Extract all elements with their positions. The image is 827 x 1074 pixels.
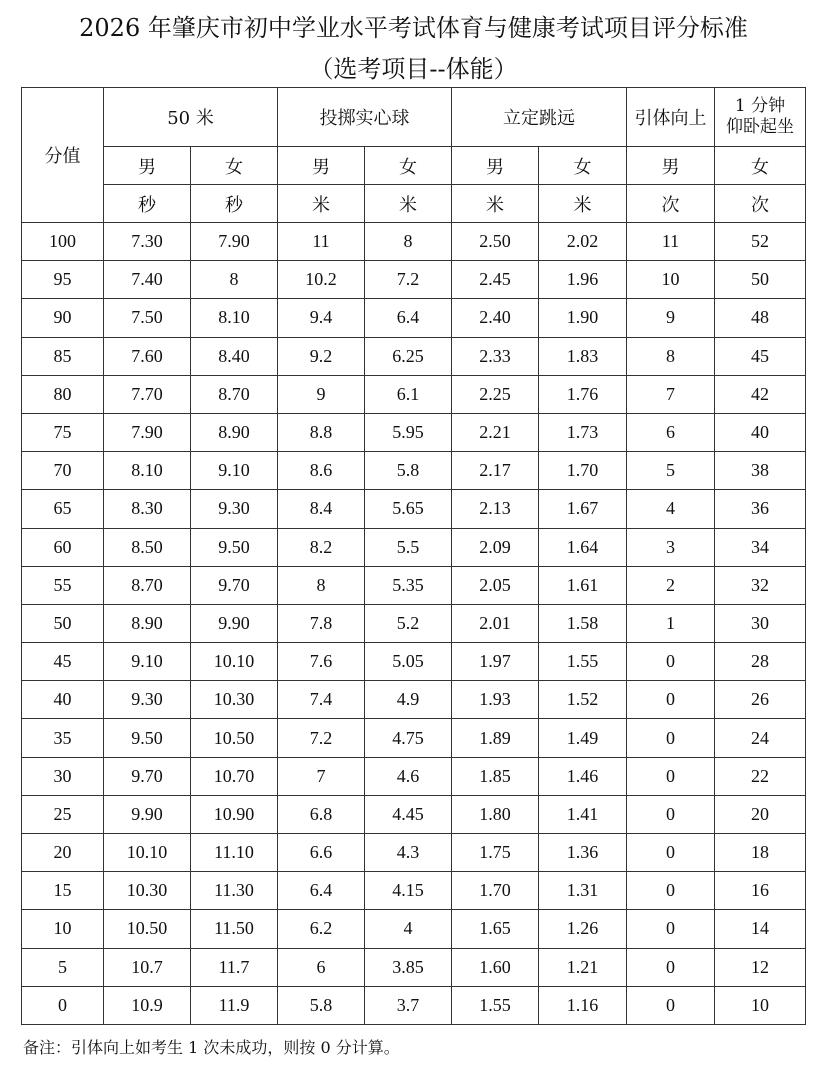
table-row [22, 528, 806, 566]
value-cell: 8.90 [104, 604, 191, 642]
table-row [22, 986, 806, 1024]
value-cell: 1.64 [539, 528, 627, 566]
value-cell: 42 [715, 375, 806, 413]
value-cell: 1.85 [452, 757, 539, 795]
value-cell: 11.9 [191, 986, 278, 1024]
value-cell: 7.90 [191, 223, 278, 261]
table-row [22, 910, 806, 948]
value-cell: 5.05 [365, 643, 452, 681]
page-subtitle: （选考项目--体能） [309, 55, 518, 83]
value-cell: 16 [715, 872, 806, 910]
value-cell: 0 [627, 834, 715, 872]
value-cell: 10 [627, 261, 715, 299]
value-cell: 1.93 [452, 681, 539, 719]
value-cell: 10.10 [191, 643, 278, 681]
score-cell: 10 [22, 910, 104, 948]
value-cell: 1.97 [452, 643, 539, 681]
value-cell: 1.67 [539, 490, 627, 528]
value-cell: 1.90 [539, 299, 627, 337]
value-cell: 7.70 [104, 375, 191, 413]
value-cell: 5.35 [365, 566, 452, 604]
value-cell: 10.30 [104, 872, 191, 910]
unit-cell: 米 [278, 185, 365, 223]
value-cell: 40 [715, 413, 806, 451]
value-cell: 8.30 [104, 490, 191, 528]
score-cell: 25 [22, 795, 104, 833]
value-cell: 8.10 [191, 299, 278, 337]
score-cell: 30 [22, 757, 104, 795]
score-cell: 80 [22, 375, 104, 413]
score-rows [22, 223, 806, 1025]
value-cell: 1.46 [539, 757, 627, 795]
value-cell: 6.6 [278, 834, 365, 872]
unit-cell: 米 [452, 185, 539, 223]
value-cell: 1.83 [539, 337, 627, 375]
value-cell: 4.3 [365, 834, 452, 872]
value-cell: 11 [278, 223, 365, 261]
value-cell: 1.60 [452, 948, 539, 986]
value-cell: 1.65 [452, 910, 539, 948]
value-cell: 1.31 [539, 872, 627, 910]
value-cell: 9.30 [104, 681, 191, 719]
header-sit-up [715, 88, 806, 147]
value-cell: 10.10 [104, 834, 191, 872]
header-50m: 50 米 [104, 88, 278, 147]
table-row [22, 604, 806, 642]
value-cell: 11.30 [191, 872, 278, 910]
value-cell: 2.13 [452, 490, 539, 528]
table-row [22, 681, 806, 719]
value-cell: 9.90 [191, 604, 278, 642]
value-cell: 1.73 [539, 413, 627, 451]
table-row [22, 452, 806, 490]
value-cell: 2.02 [539, 223, 627, 261]
value-cell: 6.4 [365, 299, 452, 337]
value-cell: 9.30 [191, 490, 278, 528]
value-cell: 6.8 [278, 795, 365, 833]
value-cell: 1.41 [539, 795, 627, 833]
unit-cell: 米 [365, 185, 452, 223]
value-cell: 8.70 [104, 566, 191, 604]
value-cell: 0 [627, 795, 715, 833]
gender-cell: 男 [452, 147, 539, 185]
gender-cell: 女 [715, 147, 806, 185]
score-cell: 65 [22, 490, 104, 528]
value-cell: 12 [715, 948, 806, 986]
value-cell: 0 [627, 643, 715, 681]
value-cell: 0 [627, 948, 715, 986]
value-cell: 52 [715, 223, 806, 261]
score-cell: 0 [22, 986, 104, 1024]
value-cell: 2.33 [452, 337, 539, 375]
header-sit-up-line2: 仰卧起坐 [726, 117, 795, 137]
value-cell: 2.01 [452, 604, 539, 642]
value-cell: 1.89 [452, 719, 539, 757]
value-cell: 1.58 [539, 604, 627, 642]
value-cell: 9.70 [191, 566, 278, 604]
score-cell: 100 [22, 223, 104, 261]
value-cell: 5.2 [365, 604, 452, 642]
value-cell: 2.40 [452, 299, 539, 337]
score-cell: 20 [22, 834, 104, 872]
value-cell: 10.30 [191, 681, 278, 719]
value-cell: 10.50 [104, 910, 191, 948]
unit-cell: 米 [539, 185, 627, 223]
value-cell: 0 [627, 910, 715, 948]
value-cell: 45 [715, 337, 806, 375]
value-cell: 11.7 [191, 948, 278, 986]
value-cell: 1 [627, 604, 715, 642]
value-cell: 26 [715, 681, 806, 719]
value-cell: 4 [627, 490, 715, 528]
value-cell: 6.4 [278, 872, 365, 910]
table-row [22, 948, 806, 986]
value-cell: 9.50 [191, 528, 278, 566]
scoring-standard-table [21, 87, 806, 1025]
value-cell: 7.2 [365, 261, 452, 299]
value-cell: 8 [191, 261, 278, 299]
value-cell: 28 [715, 643, 806, 681]
value-cell: 10.9 [104, 986, 191, 1024]
value-cell: 1.55 [539, 643, 627, 681]
table-row [22, 375, 806, 413]
value-cell: 5.65 [365, 490, 452, 528]
value-cell: 10.70 [191, 757, 278, 795]
value-cell: 3 [627, 528, 715, 566]
value-cell: 0 [627, 757, 715, 795]
value-cell: 8 [278, 566, 365, 604]
value-cell: 8.50 [104, 528, 191, 566]
value-cell: 9.2 [278, 337, 365, 375]
value-cell: 30 [715, 604, 806, 642]
value-cell: 9.90 [104, 795, 191, 833]
value-cell: 1.76 [539, 375, 627, 413]
table-row [22, 834, 806, 872]
score-cell: 85 [22, 337, 104, 375]
value-cell: 0 [627, 986, 715, 1024]
value-cell: 18 [715, 834, 806, 872]
score-cell: 75 [22, 413, 104, 451]
gender-cell: 男 [627, 147, 715, 185]
value-cell: 7.6 [278, 643, 365, 681]
gender-cell: 男 [104, 147, 191, 185]
value-cell: 2.05 [452, 566, 539, 604]
value-cell: 48 [715, 299, 806, 337]
table-row [22, 490, 806, 528]
gender-cell: 女 [365, 147, 452, 185]
header-row-items [22, 88, 806, 147]
value-cell: 2.17 [452, 452, 539, 490]
table-row [22, 643, 806, 681]
value-cell: 10.2 [278, 261, 365, 299]
value-cell: 11.50 [191, 910, 278, 948]
value-cell: 38 [715, 452, 806, 490]
table-row [22, 299, 806, 337]
page-title: 2026 年肇庆市初中学业水平考试体育与健康考试项目评分标准 [79, 14, 748, 42]
value-cell: 8.40 [191, 337, 278, 375]
value-cell: 8 [627, 337, 715, 375]
unit-cell: 秒 [191, 185, 278, 223]
score-cell: 55 [22, 566, 104, 604]
header-row-gender [22, 147, 806, 185]
header-sit-up-line1: 1 分钟 [734, 96, 786, 116]
value-cell: 7.8 [278, 604, 365, 642]
table-row [22, 872, 806, 910]
value-cell: 3.85 [365, 948, 452, 986]
value-cell: 32 [715, 566, 806, 604]
value-cell: 2.21 [452, 413, 539, 451]
score-cell: 90 [22, 299, 104, 337]
score-cell: 70 [22, 452, 104, 490]
value-cell: 10.50 [191, 719, 278, 757]
value-cell: 7.30 [104, 223, 191, 261]
value-cell: 9 [627, 299, 715, 337]
value-cell: 6 [278, 948, 365, 986]
value-cell: 6.1 [365, 375, 452, 413]
score-cell: 95 [22, 261, 104, 299]
table-row [22, 223, 806, 261]
value-cell: 9.70 [104, 757, 191, 795]
value-cell: 1.96 [539, 261, 627, 299]
value-cell: 9.50 [104, 719, 191, 757]
value-cell: 8.8 [278, 413, 365, 451]
value-cell: 2.25 [452, 375, 539, 413]
value-cell: 11.10 [191, 834, 278, 872]
header-score: 分值 [22, 88, 104, 223]
value-cell: 5.8 [365, 452, 452, 490]
value-cell: 1.80 [452, 795, 539, 833]
value-cell: 4.75 [365, 719, 452, 757]
value-cell: 5.8 [278, 986, 365, 1024]
value-cell: 4.6 [365, 757, 452, 795]
value-cell: 8.4 [278, 490, 365, 528]
value-cell: 5.95 [365, 413, 452, 451]
value-cell: 9.10 [104, 643, 191, 681]
value-cell: 1.75 [452, 834, 539, 872]
value-cell: 11 [627, 223, 715, 261]
value-cell: 34 [715, 528, 806, 566]
value-cell: 1.70 [539, 452, 627, 490]
value-cell: 8.6 [278, 452, 365, 490]
value-cell: 3.7 [365, 986, 452, 1024]
value-cell: 7.50 [104, 299, 191, 337]
value-cell: 5.5 [365, 528, 452, 566]
value-cell: 1.52 [539, 681, 627, 719]
value-cell: 4.9 [365, 681, 452, 719]
score-cell: 5 [22, 948, 104, 986]
value-cell: 2.09 [452, 528, 539, 566]
value-cell: 0 [627, 872, 715, 910]
value-cell: 0 [627, 681, 715, 719]
value-cell: 8.70 [191, 375, 278, 413]
value-cell: 24 [715, 719, 806, 757]
value-cell: 1.21 [539, 948, 627, 986]
table-row [22, 413, 806, 451]
header-shot-put: 投掷实心球 [278, 88, 452, 147]
footnote: 备注：引体向上如考生 1 次未成功，则按 0 分计算。 [23, 1038, 400, 1057]
value-cell: 1.61 [539, 566, 627, 604]
value-cell: 6.25 [365, 337, 452, 375]
value-cell: 1.49 [539, 719, 627, 757]
unit-cell: 次 [627, 185, 715, 223]
value-cell: 36 [715, 490, 806, 528]
value-cell: 10.90 [191, 795, 278, 833]
value-cell: 1.36 [539, 834, 627, 872]
value-cell: 4 [365, 910, 452, 948]
table-row [22, 566, 806, 604]
score-cell: 45 [22, 643, 104, 681]
value-cell: 1.55 [452, 986, 539, 1024]
score-cell: 40 [22, 681, 104, 719]
value-cell: 20 [715, 795, 806, 833]
gender-cell: 女 [191, 147, 278, 185]
value-cell: 8.2 [278, 528, 365, 566]
table-row [22, 719, 806, 757]
header-pull-up: 引体向上 [627, 88, 715, 147]
gender-cell: 女 [539, 147, 627, 185]
value-cell: 7.4 [278, 681, 365, 719]
value-cell: 8.90 [191, 413, 278, 451]
value-cell: 1.26 [539, 910, 627, 948]
value-cell: 6.2 [278, 910, 365, 948]
value-cell: 7.60 [104, 337, 191, 375]
value-cell: 2.50 [452, 223, 539, 261]
value-cell: 7 [627, 375, 715, 413]
score-cell: 35 [22, 719, 104, 757]
value-cell: 22 [715, 757, 806, 795]
value-cell: 9.10 [191, 452, 278, 490]
value-cell: 8 [365, 223, 452, 261]
value-cell: 4.45 [365, 795, 452, 833]
value-cell: 10 [715, 986, 806, 1024]
value-cell: 7.40 [104, 261, 191, 299]
table-row [22, 261, 806, 299]
unit-cell: 次 [715, 185, 806, 223]
table-row [22, 337, 806, 375]
value-cell: 4.15 [365, 872, 452, 910]
value-cell: 7 [278, 757, 365, 795]
value-cell: 8.10 [104, 452, 191, 490]
value-cell: 5 [627, 452, 715, 490]
unit-cell: 秒 [104, 185, 191, 223]
value-cell: 7.90 [104, 413, 191, 451]
value-cell: 0 [627, 719, 715, 757]
score-cell: 50 [22, 604, 104, 642]
value-cell: 2 [627, 566, 715, 604]
value-cell: 2.45 [452, 261, 539, 299]
score-cell: 60 [22, 528, 104, 566]
header-row-unit [22, 185, 806, 223]
value-cell: 10.7 [104, 948, 191, 986]
value-cell: 1.16 [539, 986, 627, 1024]
header-standing-jump: 立定跳远 [452, 88, 627, 147]
table-row [22, 795, 806, 833]
value-cell: 7.2 [278, 719, 365, 757]
value-cell: 50 [715, 261, 806, 299]
score-cell: 15 [22, 872, 104, 910]
value-cell: 14 [715, 910, 806, 948]
gender-cell: 男 [278, 147, 365, 185]
value-cell: 9 [278, 375, 365, 413]
table-row [22, 757, 806, 795]
value-cell: 9.4 [278, 299, 365, 337]
value-cell: 6 [627, 413, 715, 451]
value-cell: 1.70 [452, 872, 539, 910]
